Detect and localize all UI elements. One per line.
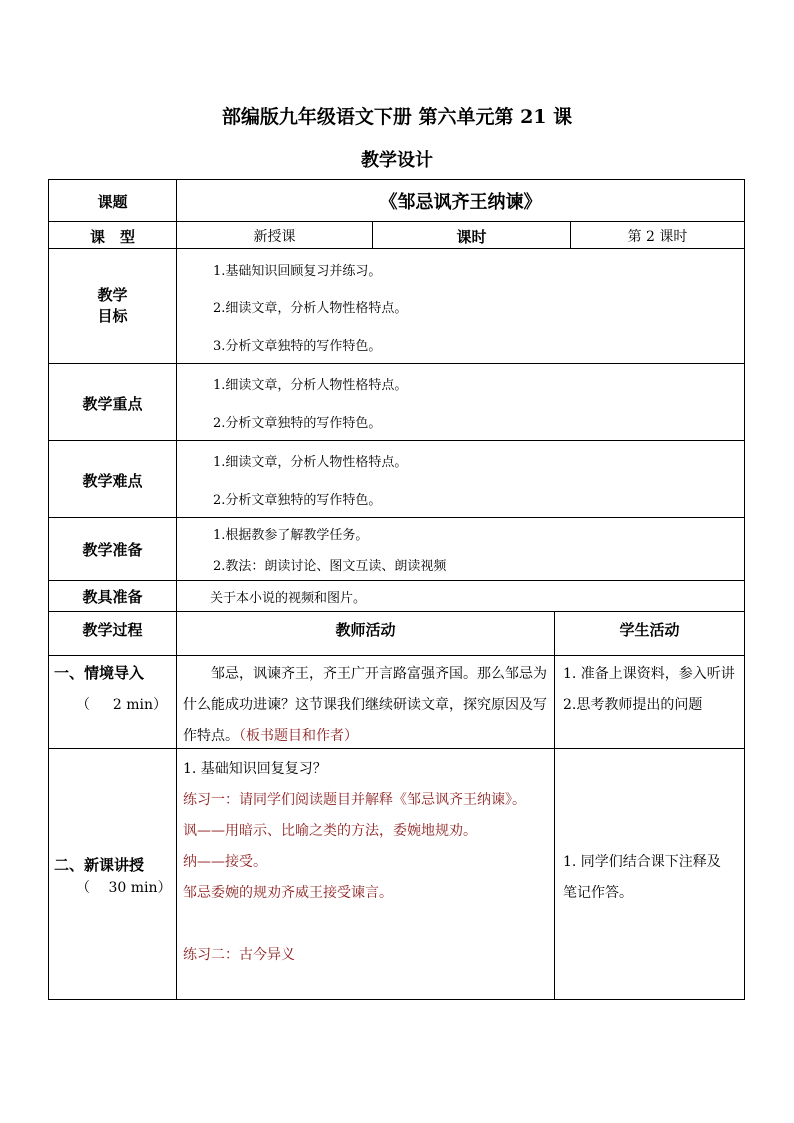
preparation-label: 教学准备 <box>82 541 143 559</box>
document-title: 部编版九年级语文下册 第六单元第 21 课 <box>221 106 573 128</box>
question-text: 1. 基础知识回复复习？ <box>183 761 327 777</box>
row-divider <box>48 248 745 249</box>
tools-label: 教具准备 <box>82 588 143 606</box>
process-header: 教学过程 <box>82 621 143 639</box>
summary-line: 邹忌委婉的规劝齐威王接受谏言。 <box>183 885 393 901</box>
student-text-line: 1. 同学们结合课下注释及 <box>563 854 721 870</box>
type-label: 课 型 <box>89 228 135 246</box>
topic-label: 课题 <box>97 193 128 211</box>
key-point-item: 1.细读文章，分析人物性格特点。 <box>213 378 408 393</box>
row-divider <box>48 440 745 441</box>
lesson-title: 《邹忌讽齐王纳谏》 <box>379 192 542 213</box>
row-divider <box>48 748 745 749</box>
preparation-item: 1.根据教参了解教学任务。 <box>213 528 369 543</box>
goals-label <box>49 285 176 327</box>
teacher-text-end: 作特点。 <box>183 728 239 744</box>
board-note: （板书题目和作者） <box>239 728 358 744</box>
difficulty-item: 1.细读文章，分析人物性格特点。 <box>213 455 408 470</box>
teacher-activity-header: 教师活动 <box>335 621 396 639</box>
column-divider <box>176 179 177 1000</box>
exercise-1: 练习一：请同学们阅读题目并解释《邹忌讽齐王纳谏》。 <box>183 792 526 808</box>
row-divider <box>48 363 745 364</box>
key-points-label: 教学重点 <box>82 395 143 413</box>
section-2-name: 二、新课讲授 <box>54 856 145 874</box>
section-1-time: （ 2 min） <box>76 697 168 713</box>
row-divider <box>48 580 745 581</box>
teacher-text-line: 什么能成功进谏？这节课我们继续研读文章，探究原因及写 <box>183 697 547 713</box>
key-point-item: 2.分析文章独特的写作特色。 <box>213 416 382 431</box>
definition-line: 纳——接受。 <box>183 854 267 870</box>
goal-item: 3.分析文章独特的写作特色。 <box>213 339 382 354</box>
table-border-right <box>744 179 745 1000</box>
student-text-line: 2.思考教师提出的问题 <box>563 697 703 713</box>
goals-label-line: 目标 <box>97 307 128 325</box>
column-divider <box>554 611 555 1000</box>
hours-label: 课时 <box>456 228 487 246</box>
teacher-text-line <box>183 725 358 745</box>
goals-label-line: 教学 <box>97 286 128 304</box>
goal-item: 2.细读文章，分析人物性格特点。 <box>213 301 408 316</box>
row-divider <box>48 221 745 222</box>
student-text-line: 笔记作答。 <box>563 885 633 901</box>
row-divider <box>48 655 745 656</box>
preparation-item: 2.教法：朗读讨论、图文互读、朗读视频 <box>213 559 447 574</box>
section-2-time: （ 30 min） <box>76 880 172 896</box>
difficulty-item: 2.分析文章独特的写作特色。 <box>213 493 382 508</box>
row-divider <box>48 517 745 518</box>
row-divider <box>48 611 745 612</box>
goal-item: 1.基础知识回顾复习并练习。 <box>213 264 382 279</box>
student-activity-header: 学生活动 <box>619 621 680 639</box>
difficulties-label: 教学难点 <box>82 472 143 490</box>
type-value: 新授课 <box>253 229 296 245</box>
section-1-name: 一、情境导入 <box>54 664 145 682</box>
hours-value: 第 2 课时 <box>627 229 688 245</box>
teacher-text-line: 邹忌，讽谏齐王，齐王广开言路富强齐国。那么邹忌为 <box>211 666 547 682</box>
definition-line: 讽——用暗示、比喻之类的方法，委婉地规劝。 <box>183 823 477 839</box>
exercise-2: 练习二：古今异义 <box>183 947 295 963</box>
table-border-top <box>48 179 745 180</box>
document-subtitle: 教学设计 <box>361 150 433 171</box>
table-border-bottom <box>48 999 745 1000</box>
tools-value: 关于本小说的视频和图片。 <box>210 591 367 606</box>
student-text-line: 1. 准备上课资料，参入听讲 <box>563 666 735 682</box>
